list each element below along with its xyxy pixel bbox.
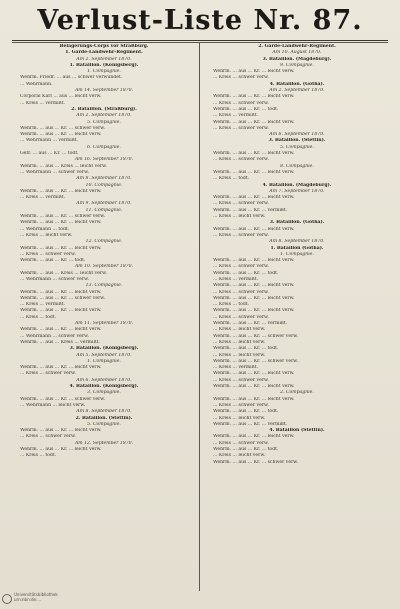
unit-heading: 3. Bataillon. (Königsberg). [69,346,139,352]
casualty-entry: ... Kreis ... schwer verw. [213,314,269,320]
casualty-entry: Wehrm. ... aus ... Kr. ... leicht verw. [20,428,102,434]
casualty-entry: Wehrm. ... aus ... Kr. ... leicht verw. [20,220,102,226]
casualty-entry: ... Wehrmann ... schwer verw. [20,276,89,282]
date-subheading: Am 14. September 1870. [74,88,134,94]
casualty-entry: Gefr. ... aus ... Kr. ... todt. [20,151,79,157]
casualty-entry: Wehrm. ... aus ... Kr. ... todt. [213,447,279,452]
casualty-entry: Wehrm. ... aus ... Kr. ... vermißt. [213,207,288,213]
date-subheading: 13. Compagnie. [85,283,123,289]
date-subheading: 2. Compagnie. [280,390,314,396]
casualty-entry: Wehrm. ... aus ... Kr. ... leicht verw. [20,327,102,333]
casualty-entry: ... Kreis ... vermißt. [213,276,259,282]
casualty-entry: Wehrm. ... aus ... Kr. ... leicht verw. [20,245,102,251]
date-subheading: 9. Compagnie. [280,62,314,68]
footer-attribution [2,592,82,602]
casualty-entry: Wehrm. ... aus ... Kr. ... leicht verw. [20,308,102,314]
casualty-entry: Wehrm. ... aus ... Kr. ... schwer verw. [213,358,299,364]
casualty-entry: Wehrm. ... aus ... Kr. ... leicht verw. [20,447,102,452]
casualty-entry: ... Kreis ... todt. [213,176,250,182]
casualty-entry: Wehrm. ... aus ... Kr. ... schwer verw. [20,214,106,220]
casualty-entry: ... Wehrmann ... todt. [20,226,70,232]
casualty-entry: ... Kreis ... schwer verw. [213,377,269,383]
casualty-entry: Wehrm. ... aus ... Kr. ... todt. [213,106,279,112]
date-subheading: Am 2. September 1870. [76,56,132,62]
casualty-entry: Wehrm. ... aus ... Kr. ... leicht verw. [213,195,295,201]
casualty-entry: Wehrm. ... aus ... Kr. ... leicht verw. [213,295,295,301]
date-subheading: 11. Compagnie. [85,207,123,213]
casualty-entry: ... Kreis ... schwer verw. [213,75,269,81]
casualty-entry: Wehrm. ... aus ... Kr. ... leicht verw. [213,226,295,232]
casualty-entry: Wehrm. ... aus ... Kr. ... schwer verw. [213,459,299,465]
date-subheading: Am 10. August 1870. [272,50,322,56]
date-subheading: 1. Compagnie. [87,358,121,364]
date-subheading: Am 5. September 1870. [76,352,132,358]
casualty-entry: ... Wehrmann ... leicht verw. [20,402,86,408]
casualty-entry: Wehrm. ... aus ... Kr. ... leicht verw. [213,371,295,377]
casualty-entry: Wehrm. ... aus ... Kr. ... leicht verw. [213,283,295,289]
casualty-entry: Wehrm. ... aus ... Kr. ... leicht verw. [20,132,102,138]
casualty-entry: ... Kreis ... schwer verw. [213,289,269,295]
unit-heading: 2. Bataillon. (Straßburg). [71,106,137,112]
unit-heading: Belagerungs-Corps vor Straßburg. [59,44,149,49]
unit-heading: 3. Bataillon. (Magdeburg). [262,56,332,62]
casualty-entry: ... Kreis ... leicht verw. [213,214,266,220]
left-column [12,44,196,460]
casualty-entry: ... Kreis ... leicht verw. [213,327,266,333]
casualty-entry: Wehrm. ... aus ... Kreis ... vermißt. [20,339,100,345]
casualty-entry: Wehrm. ... aus ... Kr. ... leicht verw. [213,119,295,125]
casualty-entry: Wehrm. Friedr. ... aus ... schwer verwundet. [20,75,123,81]
casualty-entry: Wehrm. ... aus ... Kr. ... leicht verw. [213,169,295,175]
date-subheading: Am 6. September 1870. [76,377,132,383]
unit-heading: 1. Bataillon (Gotha). [270,245,324,251]
casualty-entry: ... Kreis ... schwer verw. [213,125,269,131]
date-subheading: Am 9. September 1870. [76,201,132,207]
unit-heading: 1. Garde-Landwehr-Regiment. [65,50,143,56]
footer-line-1: Universitätsbibliothek [14,592,58,597]
casualty-entry: Wehrm. ... aus ... Kr. ... leicht verw. [213,94,295,100]
casualty-entry: ... Kreis ... vermißt. [213,113,259,119]
casualty-entry: ... Kreis ... leicht verw. [20,232,73,238]
casualty-entry: Wehrm. ... aus ... Kr. ... leicht verw. [213,69,295,75]
casualty-entry: Wehrm. ... aus ... Kr. ... todt. [213,270,279,276]
casualty-entry: Wehrm. ... aus ... Kr. ... vermißt. [213,421,288,427]
casualty-entry: Wehrm. ... aus ... Kreis ... leicht verw. [20,163,108,169]
unit-heading: 4. Bataillon. (Gotha). [269,81,325,87]
date-subheading: Am 8. September 1870. [269,239,325,245]
casualty-entry: ... Kreis ... schwer verw. [213,232,269,238]
unit-heading: 2. Bataillon. (Stettin). [75,415,133,421]
casualty-entry: Wehrm. ... aus ... Kr. ... todt. [20,258,86,264]
unit-heading: 3. Bataillon. (Stettin). [268,138,326,144]
casualty-entry: Wehrm. ... aus ... Kr. ... schwer verw. [20,396,106,402]
casualty-entry: ... Kreis ... schwer verw. [213,264,269,270]
casualty-entry: Wehrm. ... aus ... Kr. ... leicht verw. [20,188,102,194]
casualty-entry: ... Kreis ... schwer verw. [20,434,76,440]
date-subheading: Am 6. September 1870. [269,132,325,138]
unit-heading: 3. Bataillon. (Gotha). [269,220,325,226]
casualty-entry: ... Kreis ... schwer verw. [213,201,269,207]
footer-line-2: urn:nbn:de:... [14,597,42,602]
date-subheading: Am 16. September 1870. [74,157,134,163]
date-subheading: Am 10. September 1870. [74,264,134,270]
unit-heading: 4. Bataillon (Stettin). [269,428,325,434]
date-subheading: Am 8. September 1870. [76,409,132,415]
date-subheading: 12. Compagnie. [85,239,123,245]
date-subheading: Am 8. September 1870. [76,176,132,182]
casualty-entry: Wehrm. ... aus ... Kr. ... schwer verw. [20,295,106,301]
casualty-entry: ... Kreis ... leicht verw. [213,415,266,421]
casualty-entry: ... Kreis ... schwer verw. [213,100,269,106]
unit-heading: 4. Bataillon. (Magdeburg). [262,182,332,188]
date-subheading: 6. Compagnie. [87,144,121,150]
casualty-entry: ... Kreis ... todt. [20,314,57,320]
date-subheading: Am 11. September 1870. [74,321,134,327]
date-subheading: 5. Compagnie. [87,421,121,427]
casualty-entry: ... Kreis ... schwer verw. [20,371,76,377]
casualty-entry: Wehrm. ... aus ... Kr. ... leicht verw. [20,289,102,295]
casualty-entry: ... Kreis ... vermißt. [20,100,66,106]
casualty-entry: ... Kreis ... schwer verw. [213,402,269,408]
date-subheading: Am 2. September 1870. [269,88,325,94]
casualty-entry: ... Wehrmann ... vermißt. [20,138,79,144]
page-title: Verlust-Liste Nr. 87. [37,5,363,36]
title-rule-thin [12,42,388,43]
casualty-entry: Wehrm. ... aus ... Kr. ... leicht verw. [20,365,102,371]
casualty-entry: Wehrm. ... aus ... Kr. ... leicht verw. [213,434,295,440]
casualty-entry: ... Wehrmann ... schwer verw. [20,333,89,339]
casualty-entry: Wehrm. ... aus ... Kr. ... leicht verw. [213,151,295,157]
date-subheading: 5. Compagnie. [280,144,314,150]
unit-heading: 4. Bataillon. (Königsberg). [69,384,139,390]
casualty-entry: ... Kreis ... todt. [213,302,250,308]
casualty-entry: ... Kreis ... leicht verw. [213,339,266,345]
casualty-entry: Wehrm. ... aus ... Kr. ... schwer verw. [213,333,299,339]
casualty-entry: Wehrm. ... aus ... Kr. ... leicht verw. [213,308,295,314]
unit-heading: 1. Bataillon. (Königsberg). [69,62,139,68]
title-rule [12,40,388,41]
casualty-entry: ... Kreis ... schwer verw. [213,157,269,163]
casualty-entry: ... Kreis ... schwer verw. [213,440,269,446]
casualty-entry: Wehrm. ... aus ... Kr. ... leicht verw. [213,396,295,402]
right-column [205,44,389,466]
casualty-entry: Wehrm. ... aus ... Kr. ... leicht verw. [213,258,295,264]
casualty-entry: Wehrm. ... aus ... Kreis ... leicht verw. [20,270,108,276]
date-subheading: 1. Compagnie. [87,69,121,75]
unit-heading: 2. Garde-Landwehr-Regiment. [258,44,336,49]
date-subheading: 10. Compagnie. [85,182,123,188]
casualty-entry: Wehrm. ... aus ... Kr. ... vermißt. [213,321,288,327]
casualty-entry: ... Wehrmann ... schwer verw. [20,169,89,175]
casualty-entry: ... Kreis ... vermißt. [20,195,66,201]
casualty-entry: Corporal Karl ... aus ... leicht verw. [20,94,102,100]
date-subheading: 8. Compagnie. [280,163,314,169]
date-subheading: 1. Compagnie. [280,251,314,257]
casualty-entry: Wehrm. ... aus ... Kr. ... todt. [213,346,279,352]
column-divider [199,43,200,591]
casualty-entry: ... Kreis ... leicht verw. [213,453,266,459]
date-subheading: 5. Compagnie. [87,119,121,125]
casualty-entry: ... Kreis ... vermißt. [20,302,66,308]
casualty-entry: ... Kreis ... leicht verw. [213,352,266,358]
casualty-entry: Wehrm. ... aus ... Kr. ... todt. [213,409,279,415]
date-subheading: Am 7. September 1870. [269,188,325,194]
casualty-entry: ... Kreis ... schwer verw. [20,251,76,257]
casualty-entry: ... Wehrmann. [20,81,53,87]
casualty-entry: Wehrm. ... aus ... Kr. ... schwer verw. [20,125,106,131]
date-subheading: Am 2. September 1870. [76,113,132,119]
date-subheading: Am 12. September 1870. [74,440,134,446]
casualty-entry: ... Kreis ... todt. [20,453,57,459]
date-subheading: 3. Compagnie. [87,390,121,396]
casualty-entry: Wehrm. ... aus ... Kr. ... leicht verw. [213,384,295,390]
casualty-entry: ... Kreis ... vermißt. [213,365,259,371]
